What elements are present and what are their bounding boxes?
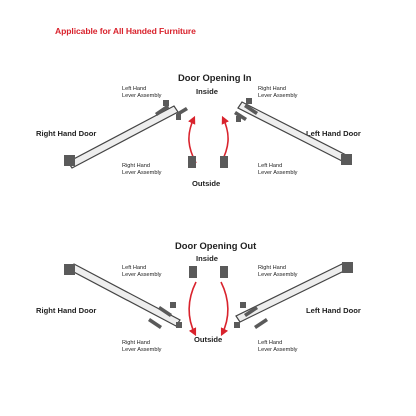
opening-out-right-hand-door-label: Right Hand Door [36, 306, 97, 315]
label-line: Left Hand [122, 86, 147, 92]
opening-out-right-arrow-icon [221, 282, 228, 334]
label-line: Lever Assembly [258, 92, 298, 99]
label-line: Lever Assembly [258, 271, 298, 278]
opening-out-title: Door Opening Out [175, 240, 257, 251]
opening-out-jamb-right-icon [220, 266, 228, 278]
header-text: Applicable for All Handed Furniture [55, 26, 196, 36]
opening-in-inside-label: Inside [196, 87, 218, 96]
opening-out-jamb-left-icon [189, 266, 197, 278]
opening-in-outside-label: Outside [192, 179, 221, 188]
label-line: Lever Assembly [258, 169, 298, 176]
label-line: Right Hand [258, 86, 286, 92]
opening-in-right-hand-door-label: Right Hand Door [36, 129, 97, 138]
opening-out-left-arrow-icon [189, 282, 196, 334]
hinge-icon [342, 262, 353, 273]
hinge-icon [64, 264, 75, 275]
label-line: Left Hand [122, 265, 147, 271]
opening-in-right-bottom-lever-icon [234, 111, 247, 122]
opening-in-jamb-right-icon [220, 156, 228, 168]
label-line: Left Hand [258, 340, 283, 346]
label-line: Lever Assembly [122, 169, 162, 176]
opening-out-left-door [64, 264, 180, 326]
opening-in-title: Door Opening In [178, 72, 252, 83]
opening-in-left-door [64, 106, 178, 168]
opening-in-left-hand-door-label: Left Hand Door [306, 129, 361, 138]
label-line: Left Hand [258, 163, 283, 169]
label-line: Right Hand [122, 163, 150, 169]
opening-out-outside-label: Outside [194, 335, 223, 344]
opening-out-right-door [236, 262, 353, 322]
label-line: Lever Assembly [122, 346, 162, 353]
label-line: Lever Assembly [258, 346, 298, 353]
hinge-icon [341, 154, 352, 165]
label-line: Lever Assembly [122, 92, 162, 99]
opening-in-jamb-left-icon [188, 156, 196, 168]
label-line: Lever Assembly [122, 271, 162, 278]
opening-in-left-bottom-lever-icon [176, 107, 188, 120]
label-line: Right Hand [122, 340, 150, 346]
hinge-icon [64, 155, 75, 166]
label-line: Right Hand [258, 265, 286, 271]
opening-out-inside-label: Inside [196, 254, 218, 263]
opening-out-left-hand-door-label: Left Hand Door [306, 306, 361, 315]
